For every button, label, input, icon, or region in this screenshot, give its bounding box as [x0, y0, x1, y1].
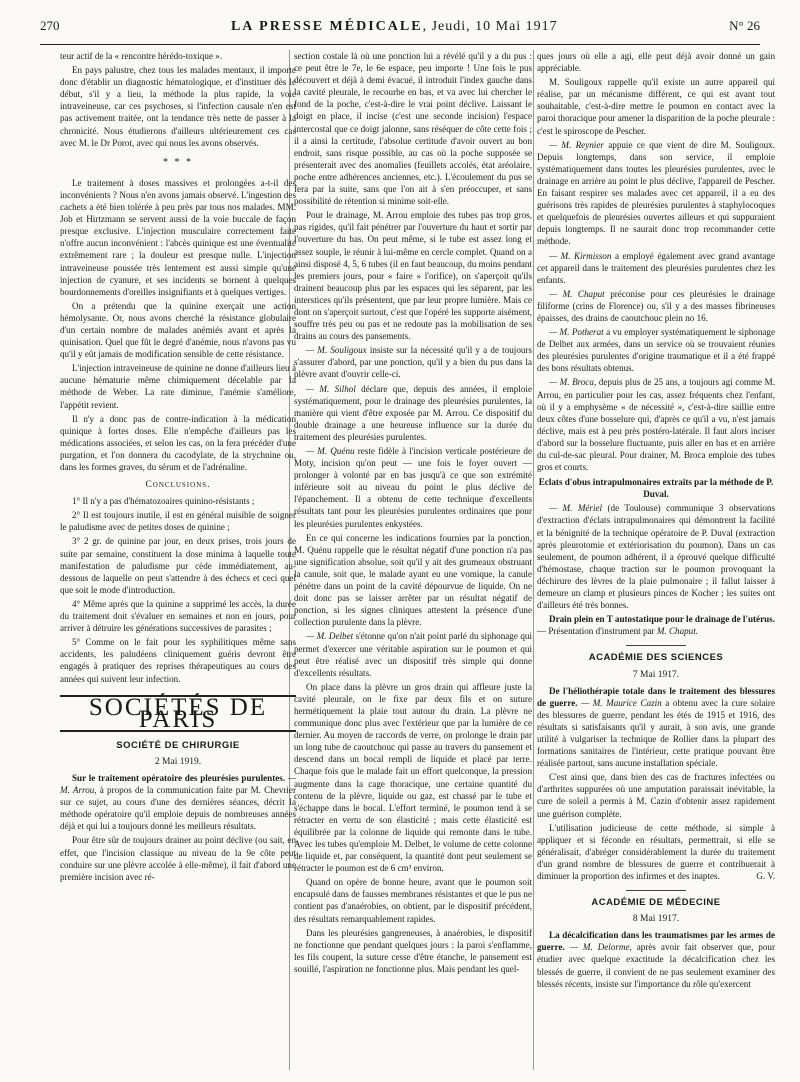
paragraph-text: appuie ce que vient de dire M. Souligoux. Depuis longtemps, dans son service, il emploie systématiquement dans toutes les pleurésies purulentes, avec le drainage en arrière au point le plus déclive, l'appareil de Pescher. En faisant respirer ses malades avec cet appareil, il a eu des guérisons très rapides de pleurésies purulentes à staphylocoques et quelquefois de pleurésies ouvertes ailleurs et qui suppuraient depuis longtemps. Il ne saurait donc trop recommander cette méthode.	[537, 139, 775, 247]
column-middle	[294, 50, 532, 977]
article-heading: Drain plein en T autostatique pour le drainage de l'utérus.	[549, 614, 775, 625]
author-name: — M. Maurice Cazin	[581, 697, 662, 708]
paragraph-text: préconise pour ces pleurésies le drainage filiforme (crins de Florence) ou, s'il y a des masses fibrineuses épaisses, des drains de caoutchouc plein no 16.	[537, 288, 775, 323]
paragraph: En pays palustre, chez tous les malades mentaux, il importe donc d'établir un diagnostic hématologique, et d'instituer dès le début, s'il y a lieu, la méthode la plus rapide, la voie intraveineuse, car ces psychoses, si l'infection causale n'en est pas activement traitée, ont la tendance très nette de passer à la chronicité. Nous étudierons d'ailleurs ultérieurement ces cas avec M. le Dr Porot, avec qui nous les avons observés.	[60, 65, 296, 148]
paragraph-text: a obtenu avec la cure solaire des blessures de guerre, pendant les étés de 1915 et 1916, des résultats si satisfaisants qu'il y aurait, à son avis, une grande utilité à vulgariser la technique de Rollier dans la plupart des formations sanitaires de l'intérieur, cette pratique pouvant être réalisée partout, sans aucune installation spéciale.	[537, 697, 775, 769]
paragraph	[537, 613, 775, 637]
session-date: 2 Mai 1919.	[154, 756, 202, 767]
column-divider	[533, 50, 534, 1070]
paragraph-text: a vu employer systématiquement le siphonage de Delbet aux armées, dans un service où se trouvaient réunies des pleurésies purulentes d'origine traumatique et il a été frappé des bons résultats obtenus.	[537, 327, 776, 374]
author-name: — M. Quénu	[306, 446, 355, 456]
paragraph: Quand on opère de bonne heure, avant que le poumon soit encapsulé dans de fausses membranes résistantes et que le pus ne contient pas d'anaérobies, on obtient, par le dispositif précédent, des résultats remarquablement rapides.	[294, 877, 532, 924]
conclusion-item: 2° Il est toujours inutile, il est en général nuisible de soigner le paludisme avec de petites doses de quinine ;	[60, 510, 296, 533]
paragraph	[537, 139, 775, 248]
paragraph: Pour le drainage, M. Arrou emploie des tubes pas trop gros, pas rigides, qu'il fait pénétrer par l'ouverture du haut et sortir par l'ouverture du bas. On peut même, si le tube est assez long et assez souple, le réunir à lui-même en cercle complet. Quand on a ainsi disposé 4, 5, 6 tubes (il en faut beaucoup, du moins pendant les premiers jours, pour « faire » l'orifice), on s'aperçoit qu'ils drainent beaucoup plus par les espaces qui les séparent, par les interstices qu'ils présentent, que par leur propre lumière. Mais ce dont on s'aperçoit surtout, c'est que l'opéré les supporte aisément, souffre très peu ou pas et ne redoute pas la mobilisation de ses drains au cours des pansements.	[294, 210, 532, 342]
paragraph: Le traitement à doses massives et prolongées a-t-il des inconvénients ? Nous n'en avons jamais observé. L'ingestion des cachets a été bien tolérée à peu près par tous nos malades. MM. Job et Hirtzmann se servent aussi de la voie buccale de façon presque exclusive. L'injection musculaire correctement faite n'offre aucun inconvénient : l'abcès quinique est une éventualité extrêmement rare ; la douleur est presque nulle. L'injection intraveineuse poussée très lentement est aussi simple qu'une injection de cyanure, et ses incidents se bornent à quelques bourdonnements d'oreilles insignifiants et à quelques vertiges.	[60, 177, 296, 297]
paragraph-text: à propos de la communication faite par M. Chevrier sur ce sujet, au cours d'une des dernières séances, décrit la méthode opératoire qu'il emploie depuis de nombreuses années déjà et qui lui a toujours donné les meilleurs résultats.	[60, 785, 296, 832]
academy-title: ACADÉMIE DE MÉDECINE	[591, 897, 721, 909]
conclusion-item: 4° Même après que la quinine a supprimé les accès, la durée du traitement doit s'évaluer en semaines et non en jours, pour arriver à détruire les générations successives de parasites ;	[60, 598, 296, 634]
journal-title: LA PRESSE MÉDICALE	[230, 19, 423, 34]
paragraph-text: insiste sur la nécessité qu'il y a de toujours s'assurer d'abord, par une ponction, qu'il y a bien du pus dans la plèvre avant d'ouvrir celle-ci.	[294, 345, 532, 380]
conclusion-item: 1° Il n'y a pas d'hématozoaires quinino-résistants ;	[72, 496, 255, 507]
author-name: — M. Silhol	[306, 383, 356, 394]
issue-date: , Jeudi, 10 Mai 1917	[422, 19, 558, 34]
paragraph: section costale là où une ponction lui a révélé qu'il y a du pus : ce peut être le 7e, le 6e espace, peu importe ! Une fois le pus découvert et déjà à demi évacué, il introduit l'index gauche dans la cavité pleurale, le recourbe en bas, et va avec lui chercher le fond de la poche, c'est-à-dire le vrai point déclive. Laissant le doigt en place, il incise (c'est une seconde incision) l'espace intercostal que ce doigt jalonne, sans réséquer de côte cette fois ; il a ainsi la certitude, l'absolue certitude d'avoir ouvert au bon endroit, sans risque possible, au cas où la poche supposée se présenterait avec des anomalies (feuillets accolés, état aréolaire, poche entre adhérences anciennes, etc.). L'écoulement du pus se fera par la suite, sans que l'on ait à s'en préoccuper, et sans possibilité de rétention si minime soit-elle.	[294, 51, 532, 207]
section-divider	[626, 645, 686, 646]
paragraph: On place dans la plèvre un gros drain qui affleure juste la cavité pleurale, on le fixe par deux fils et on suture hermétiquement la plaie tout autour du drain. La plèvre ne communique donc plus avec l'extérieur que par la lumière de ce dernier. Au moyen de raccords de verre, on prolonge le drain par un long tube de caoutchouc qui passe au travers du pansement et descend dans un bocal rempli de liquide et placé par terre. Chaque fois que le malade fait un effort quelconque, la pression augmente dans la cage thoracique, une certaine quantité du contenu de la plèvre, liquide ou gaz, est chassé par le tube et s'échappe dans le bocal. L'effort terminé, le poumon tend à se rétracter en vertu de son élasticité ; mais cette élasticité est équilibrée par la colonne de liquide qui remonte dans le tube. Avec les tubes qu'emploie M. Delbet, le volume de cette colonne de liquide et, par conséquent, la quantité dont peut seulement se rétracter le poumon est de 6 cm³ environ.	[294, 681, 532, 874]
paragraph-text: déclare que, depuis des années, il emploie systématiquement, pour le drainage des pleurésies purulentes, la manière qui vient d'être exposée par M. Arrou. Ce dispositif du double drainage a une heureuse influence sur la durée du traitement des pleurésies purulentes.	[294, 383, 532, 442]
author-name: — M. Arrou,	[60, 772, 296, 796]
article-heading: Sur le traitement opératoire des pleurésies purulentes.	[72, 772, 286, 783]
paragraph: En ce qui concerne les indications fournies par la ponction, M. Quénu rappelle que le résultat négatif d'une ponction n'a pas une signification absolue, soit qu'il y ait des grumeaux obstruant la canule, soit que, le malade ayant eu une vomique, la canule pénètre dans un point de la cavité dépourvue de liquide. On ne doit donc pas se laisser arrêter par un résultat négatif de ponction, si les signes cliniques attestent la présence d'une collection purulente dans la plèvre.	[294, 532, 532, 628]
header-rule	[40, 44, 760, 45]
section-banner: SOCIÉTÉS DE PARIS	[60, 695, 296, 732]
paragraph: M. Souligoux rappelle qu'il existe un autre appareil qui réalise, par un mécanisme différent, ce qui est avant tout souhaitable, c'est-à-dire mettre le poumon en contact avec la paroi thoracique pour amener la disparition de la poche pleurale : c'est le spiroscope de Pescher.	[537, 77, 775, 136]
paragraph	[294, 344, 532, 380]
issue-number: N° 26	[729, 18, 760, 33]
paragraph: Dans les pleurésies gangreneuses, à anaérobies, le dispositif ne fonctionne que pendant quelques jours : la paroi s'enflamme, les fils coupent, la suture cesse d'être étanche, le pansement est souillé, l'aspiration ne fonctionne plus. Mais pendant les quel-	[294, 927, 532, 974]
author-name: — M. Reynier	[549, 139, 604, 150]
paragraph-text: (de Toulouse) communique 3 observations d'extraction d'éclats intrapulmonaires qui démontrent la facilité et la bénignité de la technique opératoire de P. Duval (extraction après pleurotomie et extériorisation du poumon). Dans un cas seulement, de poumon adhérent, il a éprouvé quelque difficulté d'hémostase, chaque traction sur le poumon provoquant la déchirure des lèvres de la plaie pulmonaire ; il fallut laisser à demeure un clamp et plusieurs pinces de Kocher ; les suites ont d'ailleurs été très bonnes.	[537, 503, 775, 611]
article-heading: La décalcification dans les traumatismes par les armes de guerre.	[537, 930, 775, 953]
paragraph: ques jours où elle a agi, elle peut déjà avoir donné un gain appréciable.	[537, 51, 775, 74]
paragraph-text: s'étonne qu'on n'ait point parlé du siphonage qui permet d'exercer une véritable aspiration sur le poumon et qui peut être réalisé avec un dispositif très simple qui donne d'excellents résultats.	[294, 631, 532, 678]
paragraph	[537, 250, 775, 286]
author-name: — M. Potherat	[549, 327, 604, 338]
page-header	[40, 18, 760, 40]
paragraph-text: L'utilisation judicieuse de cette méthode, si simple à appliquer et si féconde en résultats, permettrait, si elle se généralisait, d'abréger considérablement la durée du traitement d'un grand nombre de blessures de guerre et contribuerait à diminuer la proportion des infirmes et des inaptes.	[537, 822, 775, 881]
author-name: — M. Mériel	[549, 503, 603, 514]
paragraph: On a prétendu que la quinine exerçait une action hémolysante. Or, nous avons cherché la résistance globulaire d'un certain nombre de malades anémiés avant et après la quinisation. Quel que fût le degré d'anémie, nous n'avons pas vu qu'il y eût jamais de modification sensible de cette résistance.	[60, 300, 296, 360]
article-heading: De l'héliothérapie totale dans le traitement des blessures de guerre.	[537, 685, 775, 708]
author-name: M. Chaput.	[656, 626, 699, 637]
paragraph	[537, 288, 775, 324]
section-divider	[626, 890, 686, 891]
conclusion-item: 3° 2 gr. de quinine par jour, en deux prises, trois jours de suite par semaine, constituent la dose minima à laquelle toute manifestation de paludisme pur cède immédiatement, au-dessous de laquelle on peut s'attendre à des échecs et ceci quel que soit le mode d'introduction.	[60, 536, 296, 595]
author-name: — M. Kirmisson	[549, 250, 612, 261]
paragraph: teur actif de la « rencontre hérédo-toxique ».	[60, 51, 223, 61]
paragraph	[537, 685, 775, 770]
section-ornament: * * *	[163, 156, 193, 168]
paragraph	[60, 772, 296, 832]
author-name: — M. Delbet	[306, 631, 354, 642]
paragraph	[294, 445, 532, 530]
paragraph-text: après avoir fait observer que, pour étudier avec quelque exactitude la décalcification chez les blessés de guerre, il convient de ne pas seulement examiner des blessés récents, insiste sur l'importance du rôle qu'exercent	[537, 942, 775, 989]
author-name: — M. Souligoux	[306, 345, 367, 356]
column-right	[537, 50, 775, 992]
signature-initials: G. V.	[756, 871, 775, 881]
academy-title: ACADÉMIE DES SCIENCES	[588, 652, 724, 664]
paragraph	[294, 630, 532, 678]
paragraph-text: — Présentation d'instrument par	[537, 626, 655, 637]
paragraph	[537, 502, 775, 611]
author-name: — M. Broca,	[549, 377, 597, 388]
society-title: SOCIÉTÉ DE CHIRURGIE	[116, 739, 240, 751]
paragraph	[537, 376, 775, 473]
conclusion-item: 5° Comme on le fait pour les syphilitiques même sans accidents, les paludéens cliniquement guéris devront être engagés à pratiquer des reprises thérapeutiques au cours des années qui suivent leur infection.	[60, 637, 296, 684]
paragraph	[537, 822, 775, 882]
conclusions-heading: Conclusions.	[145, 480, 211, 491]
running-title	[231, 19, 558, 35]
session-date: 8 Mai 1917.	[632, 914, 680, 925]
author-name: — M. Delorme,	[569, 942, 632, 953]
author-name: — M. Chaput	[549, 288, 605, 299]
paragraph: Pour être sûr de toujours drainer au point déclive (ou sait, en effet, que l'incision classique au niveau de la 9e côte peut conduire sur une plèvre accolée à elle-même), il fait d'abord une première incision avec ré-	[60, 835, 296, 882]
paragraph	[294, 383, 532, 443]
paragraph-text: depuis plus de 25 ans, a toujours agi comme M. Arrou, en particulier pour les cas, assez fréquents chez l'enfant, où il y a emphysème « de nécessité », c'est-à-dire saillie entre deux côtes d'une bosselure qui, d'après ce qu'il a vu, n'est jamais déclive, mais est à peu près postéro-latérale. Il faut alors inciser d'abord sur la bosselure fluctuante, puis aller en bas et en arrière du cul-de-sac pleural. Pour drainer, M. Broca emploie des tubes gros et courts.	[537, 377, 775, 473]
article-heading: Eclats d'obus intrapulmonaires extraits par la méthode de P. Duval.	[538, 477, 774, 500]
page-number: 270	[40, 18, 60, 33]
paragraph: Il n'y a donc pas de contre-indication à la médication quinique à fortes doses. Elle n'empêche d'ailleurs pas les médications associées, et selon les cas, on la fera précéder d'une purgation, et l'on donnera du cacodylate, de la strychnine ou, dans les formes graves, du sérum et de l'adrénaline.	[60, 413, 296, 472]
paragraph-text: a employé également avec grand avantage cet appareil dans le traitement des pleurésies purulentes chez les enfants.	[537, 250, 775, 285]
paragraph-text: reste fidèle à l'incision verticale postérieure de Moty, incision qu'on peut — une fois le foyer ouvert — prolonger à volonté par en bas jusqu'à ce que son extrémité inférieure soit au niveau du point le plus déclive de l'épanchement. Il a obtenu de cette technique d'excellents résultats tant pour les pleurésies purulentes ordinaires que pour les pleurésies purulentes enkystées.	[294, 446, 532, 529]
session-date: 7 Mai 1917.	[632, 669, 680, 680]
paragraph: L'injection intraveineuse de quinine ne donne d'ailleurs lieu à aucune hématurie même chimiquement décelable par la méthode de Weber. La rate diminue, l'anémie s'améliore, l'appétit revient.	[60, 363, 296, 410]
paragraph	[537, 929, 775, 989]
paragraph: C'est ainsi que, dans bien des cas de fractures infectées ou d'arthrites suppurées où une amputation paraissait inévitable, la cure de soleil a permis à M. Cazin d'obtenir assez rapidement une guérison complète.	[537, 772, 775, 819]
column-left	[60, 50, 296, 885]
paragraph	[537, 326, 775, 374]
